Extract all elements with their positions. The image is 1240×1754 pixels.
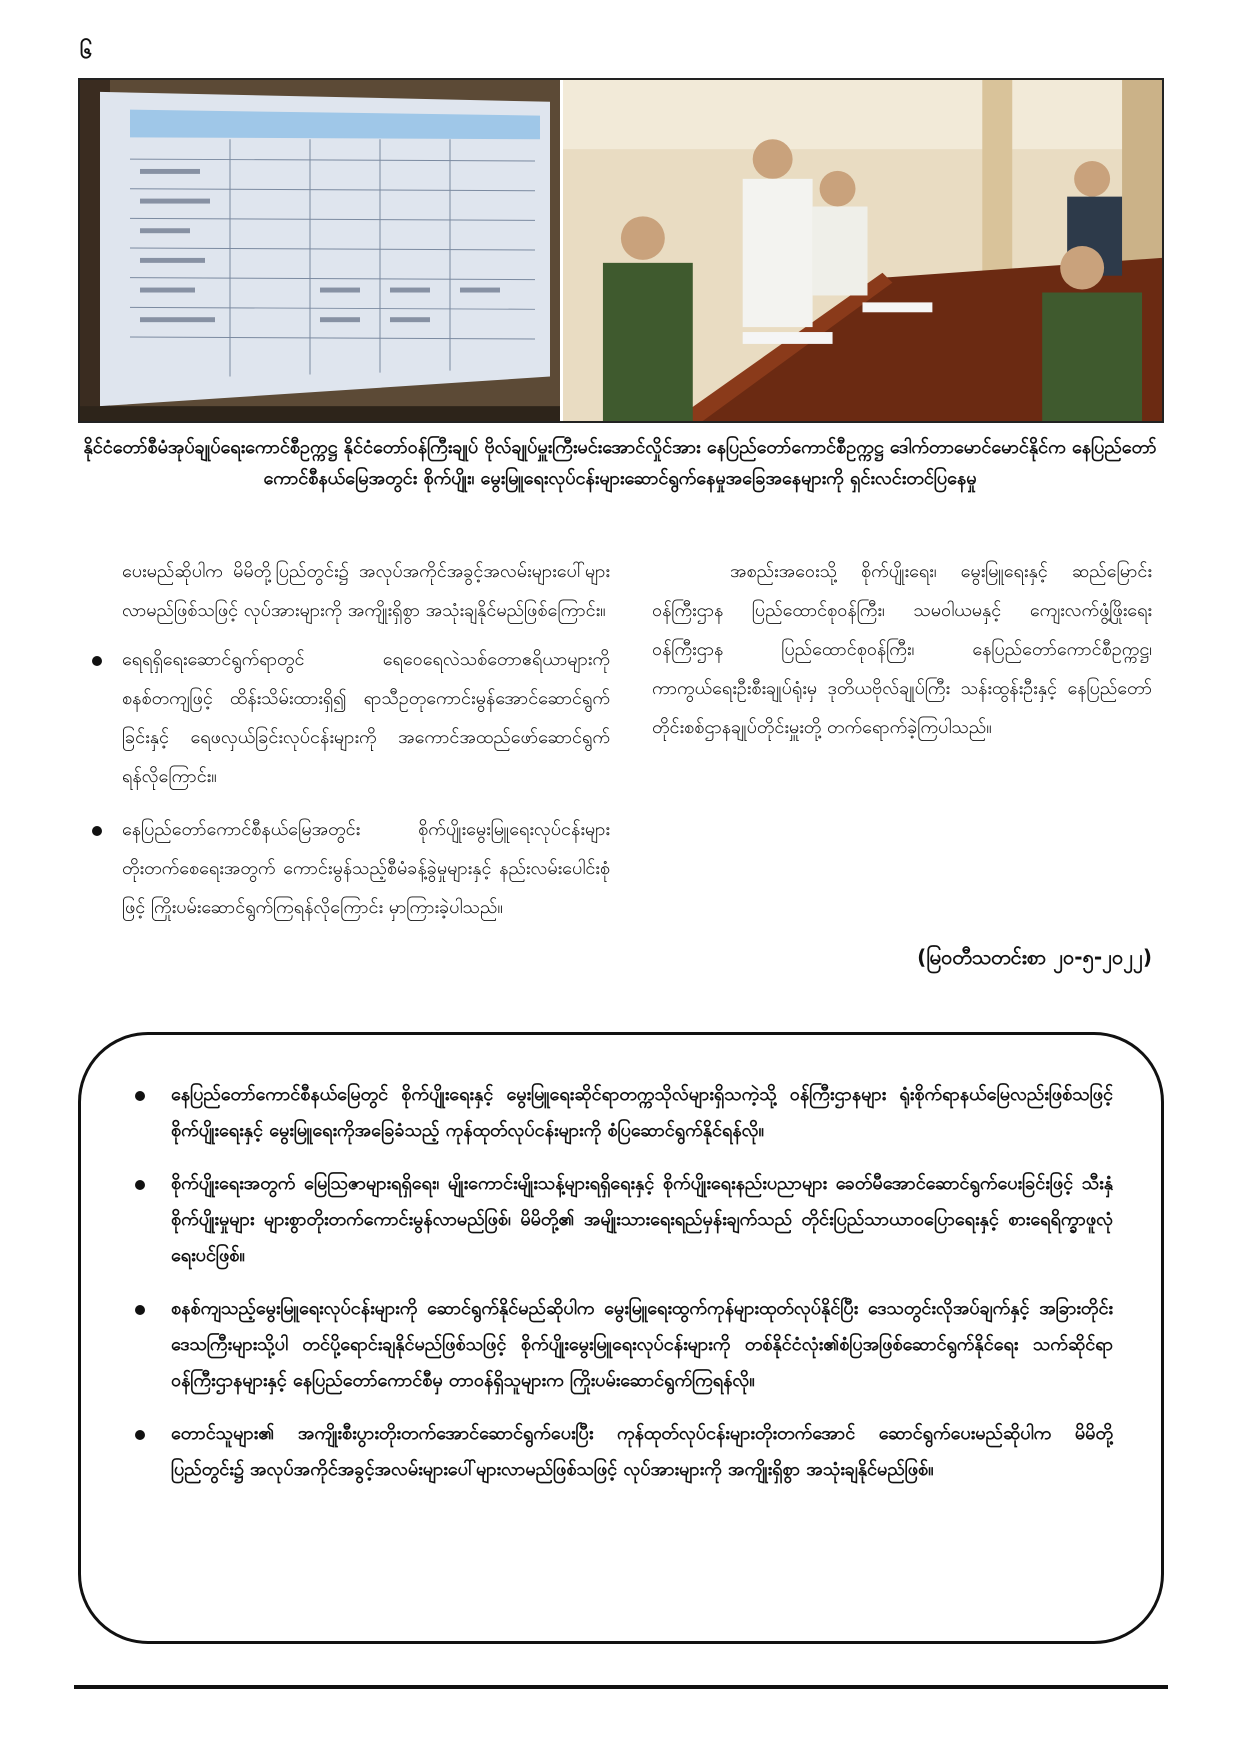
summary-item xyxy=(131,1166,1113,1274)
page-number: ၆ xyxy=(80,39,93,64)
summary-item xyxy=(131,1416,1113,1488)
bullet-icon xyxy=(135,1180,145,1190)
bullet-text: ရေရရှိရေးဆောင်ရွက်ရာတွင် ရေဝေရေလဲသစ်တောဧရိယာများကို စနစ်တကျဖြင့် ထိန်းသိမ်းထားရှိ၍ ရာသီဥတုကောင်းမွန်အောင်ဆောင်ရွက်ခြင်းနှင့် ရေဖလှယ်ခြင်းလုပ်ငန်းများကို အကောင်အထည်ဖော်ဆောင်ရွက်ရန်လိုကြောင်း။ xyxy=(122,649,610,787)
summary-text: စိုက်ပျိုးရေးအတွက် မြေဩဇာများရရှိရေး၊ မျိုးကောင်းမျိုးသန့်များရရှိရေးနှင့် စိုက်ပျိုးရေးနည်းပညာများ ခေတ်မီအောင်ဆောင်ရွက်ပေးခြင်းဖြင့် သီးနှံစိုက်ပျိုးမှုများ များစွာတိုးတက်ကောင်းမွန်လာမည်ဖြစ်၊ မိမိတို့၏ အမျိုးသားရေးရည်မှန်းချက်သည် တိုင်းပြည်သာယာဝပြောရေးနှင့် စားရေရိက္ခာဖူလုံရေးပင်ဖြစ်။ xyxy=(171,1173,1113,1266)
summary-box xyxy=(78,1032,1164,1644)
summary-item xyxy=(131,1077,1113,1149)
bullet-icon xyxy=(135,1091,145,1101)
left-bullet-item xyxy=(92,810,610,927)
continuation-paragraph: ပေးမည်ဆိုပါက မိမိတို့ပြည်တွင်း၌ အလုပ်အကိုင်အခွင့်အလမ်းများပေါ်များလာမည်ဖြစ်သဖြင့် လုပ်အားများကို အကျိုးရှိစွာ အသုံးချနိုင်မည်ဖြစ်ကြောင်း။ xyxy=(122,561,610,621)
news-source: (မြဝတီသတင်းစာ ၂၀-၅-၂၀၂၂) xyxy=(917,945,1152,969)
left-column xyxy=(92,552,610,941)
left-bullet-list xyxy=(92,640,610,927)
bullet-icon xyxy=(135,1305,145,1315)
meeting-room-photo xyxy=(563,80,1162,421)
left-bullet-item xyxy=(92,640,610,796)
summary-item xyxy=(131,1291,1113,1399)
slide-screen-photo xyxy=(80,80,563,421)
bullet-text: နေပြည်တော်ကောင်စီနယ်မြေအတွင်း စိုက်ပျိုးမွေးမြူရေးလုပ်ငန်းများတိုးတက်စေရေးအတွက် ကောင်းမွန်သည့်စီမံခန့်ခွဲမှုများနှင့် နည်းလမ်းပေါင်းစုံဖြင့် ကြိုးပမ်းဆောင်ရွက်ကြရန်လိုကြောင်း မှာကြားခဲ့ပါသည်။ xyxy=(122,819,610,918)
right-column xyxy=(652,552,1152,747)
news-photo xyxy=(78,78,1164,423)
bullet-icon xyxy=(92,656,102,666)
bottom-divider xyxy=(74,1685,1168,1689)
summary-text: စနစ်ကျသည့်မွေးမြူရေးလုပ်ငန်းများကို ဆောင်ရွက်နိုင်မည်ဆိုပါက မွေးမြူရေးထွက်ကုန်များထုတ်လုပ်နိုင်ပြီး ဒေသတွင်းလိုအပ်ချက်နှင့် အခြားတိုင်းဒေသကြီးများသို့ပါ တင်ပို့ရောင်းချနိုင်မည်ဖြစ်သဖြင့် စိုက်ပျိုးမွေးမြူရေးလုပ်ငန်းများကို တစ်နိုင်ငံလုံး၏စံပြအဖြစ်ဆောင်ရွက်နိုင်ရေး သက်ဆိုင်ရာဝန်ကြီးဌာနများနှင့် နေပြည်တော်ကောင်စီမှ တာဝန်ရှိသူများက ကြိုးပမ်းဆောင်ရွက်ကြရန်လို။ xyxy=(171,1298,1113,1391)
summary-text: တောင်သူများ၏ အကျိုးစီးပွားတိုးတက်အောင်ဆောင်ရွက်ပေးပြီး ကုန်ထုတ်လုပ်ငန်းများတိုးတက်အောင် ဆောင်ရွက်ပေးမည်ဆိုပါက မိမိတို့ပြည်တွင်း၌ အလုပ်အကိုင်အခွင့်အလမ်းများပေါ်များလာမည်ဖြစ်သဖြင့် လုပ်အားများကို အကျိုးရှိစွာ အသုံးချနိုင်မည်ဖြစ်။ xyxy=(171,1423,1113,1480)
summary-text: နေပြည်တော်ကောင်စီနယ်မြေတွင် စိုက်ပျိုးရေးနှင့် မွေးမြူရေးဆိုင်ရာတက္ကသိုလ်များရှိသကဲ့သို့ ဝန်ကြီးဌာနများ ရုံးစိုက်ရာနယ်မြေလည်းဖြစ်သဖြင့် စိုက်ပျိုးရေးနှင့် မွေးမြူရေးကိုအခြေခံသည့် ကုန်ထုတ်လုပ်ငန်းများကို စံပြဆောင်ရွက်နိုင်ရန်လို။ xyxy=(171,1084,1113,1141)
bullet-icon xyxy=(92,826,102,836)
summary-list xyxy=(131,1077,1113,1488)
attendees-paragraph: အစည်းအဝေးသို့ စိုက်ပျိုးရေး၊ မွေးမြူရေးနှင့် ဆည်မြောင်းဝန်ကြီးဌာန ပြည်ထောင်စုဝန်ကြီး၊ သမဝါယမနှင့် ကျေးလက်ဖွံ့ဖြိုးရေးဝန်ကြီးဌာန ပြည်ထောင်စုဝန်ကြီး၊ နေပြည်တော်ကောင်စီဥက္ကဋ္ဌ၊ ကာကွယ်ရေးဦးစီးချုပ်ရုံးမှ ဒုတိယဗိုလ်ချုပ်ကြီး သန်းထွန်းဦးနှင့် နေပြည်တော်တိုင်းစစ်ဌာနချုပ်တိုင်းမှူးတို့ တက်ရောက်ခဲ့ကြပါသည်။ xyxy=(652,561,1152,738)
photo-caption: နိုင်ငံတော်စီမံအုပ်ချုပ်ရေးကောင်စီဥက္ကဋ္ဌ နိုင်ငံတော်ဝန်ကြီးချုပ် ဗိုလ်ချုပ်မှူးကြီးမင်းအောင်လှိုင်အား နေပြည်တော်ကောင်စီဥက္ကဋ္ဌ ဒေါက်တာမောင်မောင်နိုင်က နေပြည်တော်ကောင်စီနယ်မြေအတွင်း စိုက်ပျိုး၊ မွေးမြူရေးလုပ်ငန်းများဆောင်ရွက်နေမှုအခြေအနေများကို ရှင်းလင်းတင်ပြနေမှု xyxy=(83,437,1157,489)
bullet-icon xyxy=(135,1430,145,1440)
